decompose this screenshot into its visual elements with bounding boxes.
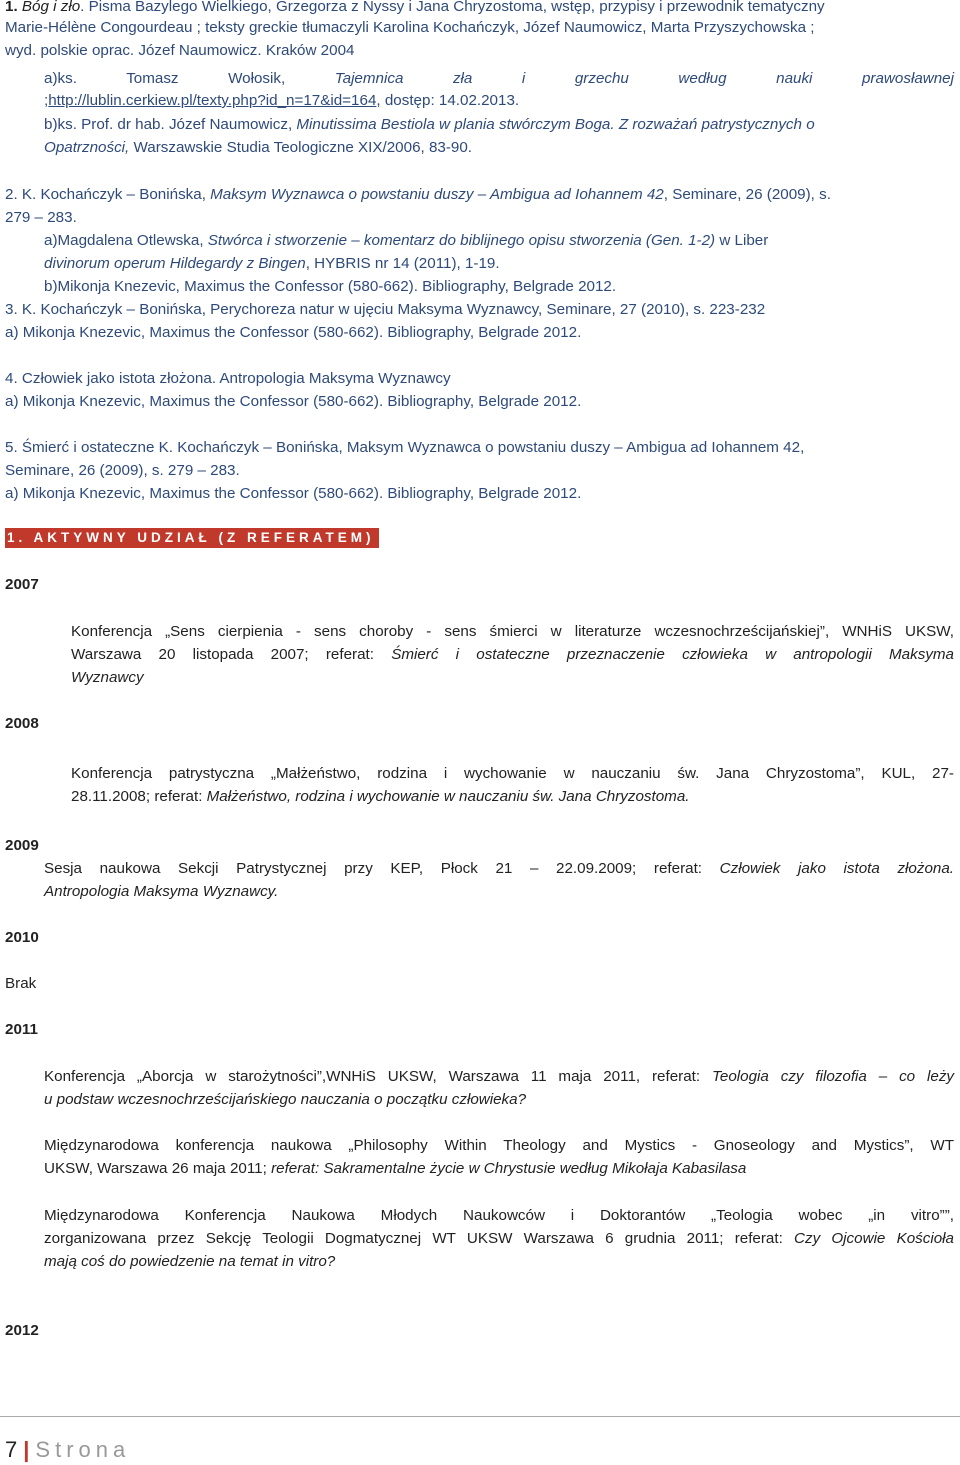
item-2: 2. K. Kochańczyk – Bonińska, Maksym Wyznawca o powstaniu duszy – Ambigua ad Iohannem 42, Seminare, 26 (2009), s. [5, 186, 831, 203]
item-4-ref: a) Mikonja Knezevic, Maximus the Confessor (580-662). Bibliography, Belgrade 2012. [5, 393, 582, 410]
footer-separator: | [23, 1437, 30, 1462]
reference-b: b)ks. Prof. dr hab. Józef Naumowicz, Minutissima Bestiola w plania stwórczym Boga. Z rozważań patrystycznych o [44, 116, 815, 133]
section-heading: 1. AKTYWNY UDZIAŁ (Z REFERATEM) [5, 528, 379, 548]
text-line: wyd. polskie oprac. Józef Naumowicz. Kraków 2004 [5, 42, 355, 59]
year-2007: 2007 [5, 576, 39, 593]
conference-2009: Sesja naukowa Sekcji Patrystycznej przy KEP, Płock 21 – 22.09.2009; referat: Człowiek jako istota złożona. [44, 860, 955, 877]
no-entries: Brak [5, 975, 37, 992]
conference-2011-a: Konferencja „Aborcja w starożytności”,WNHiS UKSW, Warszawa 11 maja 2011, referat: Teologia czy filozofia – co leży [44, 1068, 955, 1085]
item-3: 3. K. Kochańczyk – Bonińska, Perychoreza natur w ujęciu Maksyma Wyznawcy, Seminare, 27 (2010), s. 223-232 [5, 301, 766, 318]
item-5: 5. Śmierć i ostateczne K. Kochańczyk – Bonińska, Maksym Wyznawca o powstaniu duszy – Ambigua ad Iohannem 42, [5, 439, 805, 456]
item-4: 4. Człowiek jako istota złożona. Antropologia Maksyma Wyznawcy [5, 370, 451, 387]
item-2-ref-a: a)Magdalena Otlewska, Stwórca i stworzenie – komentarz do biblijnego opisu stworzenia (Gen. 1-2) w Liber [44, 232, 769, 249]
footer-label: Strona [35, 1437, 131, 1462]
year-2010: 2010 [5, 929, 39, 946]
reference-a: a)ks. Tomasz Wołosik, Tajemnica zła i grzechu według nauki prawosławnej [44, 70, 954, 87]
conference-2011-c-end: mają coś do powiedzenie na temat in vitro? [44, 1253, 336, 1270]
conference-2008: Konferencja patrystyczna „Małżeństwo, rodzina i wychowanie w nauczaniu św. Jana Chryzostoma”, KUL, 27- [71, 765, 954, 782]
page-number: 7 [5, 1437, 18, 1462]
year-2011: 2011 [5, 1021, 38, 1038]
page-footer [5, 1436, 130, 1464]
conference-2009-cont: Antropologia Maksyma Wyznawcy. [44, 883, 279, 900]
book-description: . Pisma Bazylego Wielkiego, Grzegorza z Nyssy i Jana Chryzostoma, wstęp, przypisy i przewodnik tematyczny [80, 0, 825, 15]
external-link[interactable]: http://lublin.cerkiew.pl/texty.php?id_n=17&id=164 [48, 92, 377, 109]
item-5-ref: a) Mikonja Knezevic, Maximus the Confessor (580-662). Bibliography, Belgrade 2012. [5, 485, 582, 502]
conference-2007-end: Wyznawcy [71, 669, 144, 686]
item-3-ref: a) Mikonja Knezevic, Maximus the Confessor (580-662). Bibliography, Belgrade 2012. [5, 324, 582, 341]
item-2-pages: 279 – 283. [5, 209, 77, 226]
conference-2007-cont: Warszawa 20 listopada 2007; referat: Śmierć i ostateczne przeznaczenie człowieka w antropologii Maksyma [71, 646, 955, 663]
year-2009: 2009 [5, 837, 39, 854]
conference-2011-c-cont: zorganizowana przez Sekcję Teologii Dogmatycznej WT UKSW Warszawa 6 grudnia 2011; referat: Czy Ojcowie Kościoła [44, 1230, 954, 1247]
item-5-cont: Seminare, 26 (2009), s. 279 – 283. [5, 462, 240, 479]
conference-2011-a-cont: u podstaw wczesnochrześcijańskiego nauczania o początku człowieka? [44, 1091, 527, 1108]
year-2008: 2008 [5, 715, 39, 732]
reference-a-link-line: ;http://lublin.cerkiew.pl/texty.php?id_n=17&id=164, dostęp: 14.02.2013. [44, 92, 520, 109]
reference-b-cont: Opatrzności, Warszawskie Studia Teologiczne XIX/2006, 83-90. [44, 139, 473, 156]
footer-divider [0, 1416, 960, 1417]
book-title: Bóg i zło [21, 0, 81, 15]
text-line [5, 0, 825, 17]
item-number: 1. [5, 0, 22, 15]
conference-2008-cont: 28.11.2008; referat: Małżeństwo, rodzina i wychowanie w nauczaniu św. Jana Chryzostoma. [71, 788, 690, 805]
conference-2011-b: Międzynarodowa konferencja naukowa „Philosophy Within Theology and Mystics - Gnoseology and Mystics”, WT [44, 1137, 954, 1154]
year-2012: 2012 [5, 1322, 39, 1339]
text-line: Marie-Hélène Congourdeau ; teksty greckie tłumaczyli Karolina Kochańczyk, Józef Naumowicz, Marta Przyszychowska ; [5, 19, 815, 36]
conference-2011-c: Międzynarodowa Konferencja Naukowa Młodych Naukowców i Doktorantów „Teologia wobec „in vitro””, [44, 1207, 954, 1224]
conference-2011-b-cont: UKSW, Warszawa 26 maja 2011; referat: Sakramentalne życie w Chrystusie według Mikołaja Kabasilasa [44, 1160, 747, 1177]
item-2-ref-b: b)Mikonja Knezevic, Maximus the Confessor (580-662). Bibliography, Belgrade 2012. [44, 278, 617, 295]
conference-2007: Konferencja „Sens cierpienia - sens choroby - sens śmierci w literaturze wczesnochrześcijańskiej”, WNHiS UKSW, [71, 623, 954, 640]
item-2-ref-a-cont: divinorum operum Hildegardy z Bingen, HYBRIS nr 14 (2011), 1-19. [44, 255, 500, 272]
